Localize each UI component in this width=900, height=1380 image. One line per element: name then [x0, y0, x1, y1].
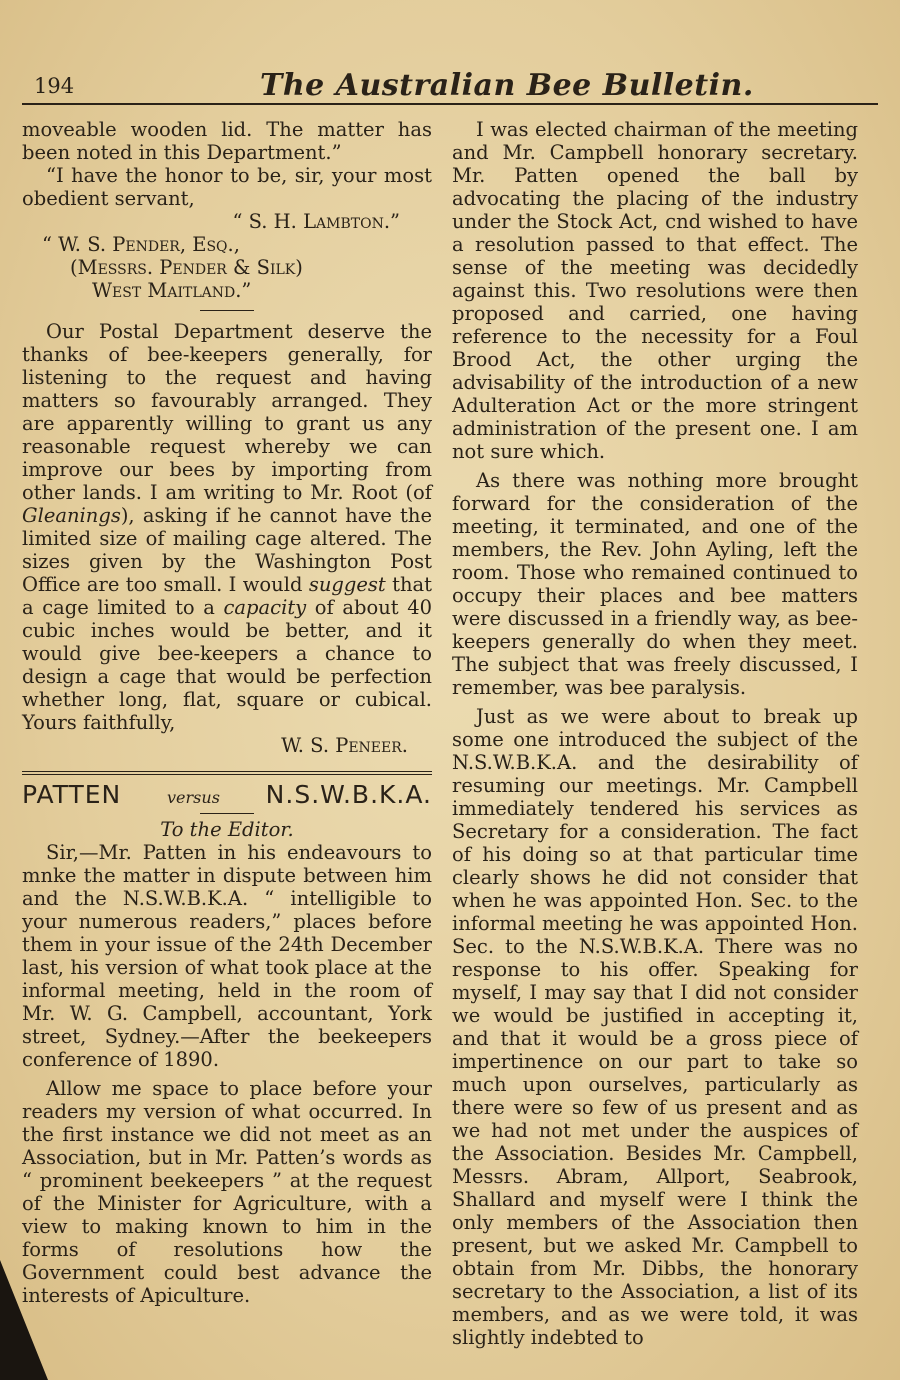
left-column [22, 118, 432, 1307]
italic-gleanings: Gleanings [22, 504, 121, 527]
right-paragraph-2: As there was nothing more brought forward for the consideration of the meeting, it terminated, and one of the members, the Rev. John Ayling, left the room. Those who remained continued to occupy their places and bee matters were discussed in a friendly way, as bee-keepers generally do when they meet. The subject that was freely discussed, I remember, was bee paralysis. [452, 469, 858, 699]
right-paragraph-3: Just as we were about to break up some one introduced the subject of the N.S.W.B.K.A. and the desirability of resuming our meetings. Mr. Campbell immediately tendered his services as Secretary for a consideration. The fact of his doing so at that particular time clearly shows he did not consider that when he was appointed Hon. Sec. to the informal meeting he was appointed Hon. Sec. to the N.S.W.B.K.A. There was no response to his offer. Speaking for myself, I may say that I did not consider we would be justified in accepting it, and that it would be a gross piece of impertinence on our part to take so much upon ourselves, particularly as there were so few of us present and as we had not met under the auspices of the Association. Besides Mr. Campbell, Messrs. Abram, Allport, Seabrook, Shallard and myself were I think the only members of the Association then present, but we asked Mr. Campbell to obtain from Mr. Dibbs, the honorary secretary to the Association, a list of its members, and as we were told, it was slightly indebted to [452, 705, 858, 1349]
right-column [452, 118, 858, 1349]
page-number: 194 [34, 74, 75, 98]
signature-pender: W. S. Peneer. [281, 734, 408, 757]
italic-capacity: capacity [223, 596, 307, 619]
italic-suggest: suggest [308, 573, 386, 596]
section-heading-right: N.S.W.B.K.A. [265, 780, 432, 809]
divider [200, 813, 254, 814]
text-run: Our Postal Department deserve the thanks of bee-keepers generally, for listening to the request and having matters so favourably arranged. They are apparently willing to grant us any reasonable request whereby we can improve our bees by importing from other lands. I am writing to Mr. Root (of [22, 320, 432, 504]
left-paragraph-1: moveable wooden lid. The matter has been noted in this Department.” [22, 118, 432, 164]
section-heading-versus: versus [167, 788, 220, 807]
address-line-3: West Maitland.” [92, 279, 252, 302]
section-rule [22, 771, 432, 775]
to-the-editor: To the Editor. [160, 818, 294, 841]
section-heading [22, 780, 432, 809]
left-paragraph-3 [22, 320, 432, 734]
address-line-1: “ W. S. Pender, Esq., [42, 233, 240, 256]
text-run: ), asking if he cannot have the limited size of mailing cage altered. The sizes given by the Washington Post Office are too small. I would [22, 504, 432, 596]
left-paragraph-5: Allow me space to place before your readers my version of what occurred. In the first instance we did not meet as an Association, but in Mr. Patten’s words as “ prominent beekeepers ” at the request of the Minister for Agriculture, with a view to making known to him in the forms of resolutions how the Government could best advance the interests of Apiculture. [22, 1077, 432, 1307]
left-paragraph-2: “I have the honor to be, sir, your most obedient servant, [22, 164, 432, 210]
section-heading-left: PATTEN [22, 780, 122, 809]
running-title: The Australian Bee Bulletin. [260, 68, 754, 103]
header-rule [22, 103, 878, 105]
text-run: that a cage limited to a [22, 573, 432, 619]
page-corner-shadow [0, 1260, 48, 1380]
left-paragraph-4: Sir,—Mr. Patten in his endeavours to mnke the matter in dispute between him and the N.S.W.B.K.A. “ intelligible to your numerous readers,” places before them in your issue of the 24th December last, his version of what took place at the informal meeting, held in the room of Mr. W. G. Campbell, accountant, York street, Sydney.—After the beekeepers conference of 1890. [22, 841, 432, 1071]
right-paragraph-1: I was elected chairman of the meeting and Mr. Campbell honorary secretary. Mr. Patten opened the ball by advocating the placing of the industry under the Stock Act, cnd wished to have a resolution passed to that effect. The sense of the meeting was decidedly against this. Two resolutions were then proposed and carried, one having reference to the necessity for a Foul Brood Act, the other urging the advisability of the introduction of a new Adulteration Act or the more stringent administration of the present one. I am not sure which. [452, 118, 858, 463]
page-header [28, 68, 872, 108]
signature-lambton: “ S. H. Lambton.” [232, 210, 400, 233]
text-run: of about 40 cubic inches would be better, and it would give bee-keepers a chance to design a cage that would be perfection whether long, flat, square or cubical. Yours faithfully, [22, 596, 433, 734]
divider [200, 310, 254, 311]
address-line-2: (Messrs. Pender & Silk) [70, 256, 303, 279]
